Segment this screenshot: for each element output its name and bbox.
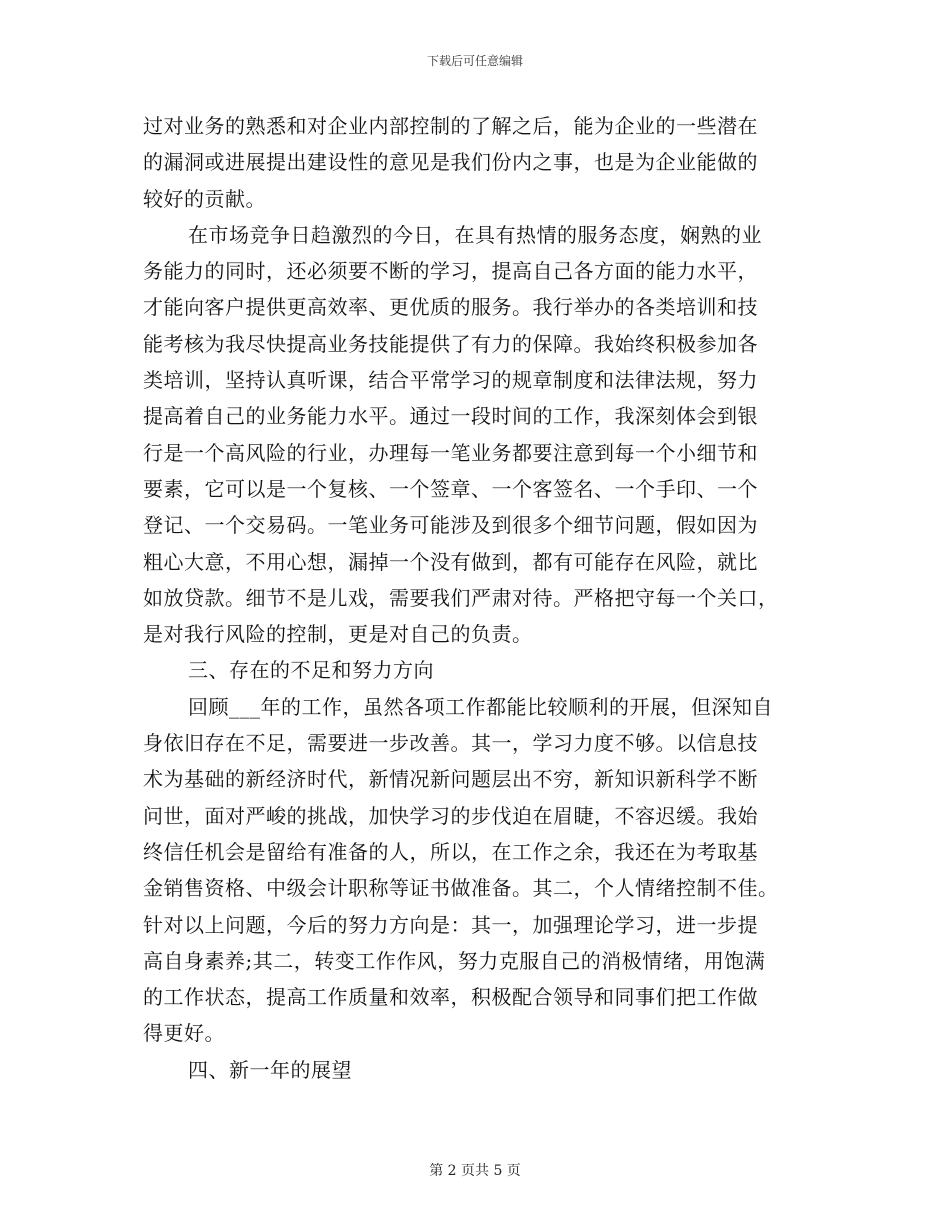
text-line: 得更好。 [143, 1021, 225, 1046]
document-body [143, 108, 808, 1088]
text-line: 的工作状态，提高工作质量和效率，积极配合领导和同事们把工作做 [143, 985, 758, 1010]
text-line: 的漏洞或进展提出建设性的意见是我们份内之事，也是为企业能做的 [143, 150, 758, 175]
text-line: 务能力的同时，还必须要不断的学习，提高自己各方面的能力水平， [143, 259, 758, 284]
text-line: 较好的贡献。 [143, 186, 266, 211]
page-header: 下载后可任意编辑 [426, 54, 523, 68]
text-line: 金销售资格、中级会计职称等证书做准备。其二，个人情绪控制不佳。 [143, 876, 779, 901]
text-line: 回顾___年的工作，虽然各项工作都能比较顺利的开展，但深知自 [188, 694, 773, 719]
text-line: 三、存在的不足和努力方向 [188, 658, 434, 683]
text-line: 问世，面对严峻的挑战，加快学习的步伐迫在眉睫，不容迟缓。我始 [143, 803, 758, 828]
text-line: 粗心大意，不用心想，漏掉一个没有做到，都有可能存在风险，就比 [143, 549, 758, 574]
text-line: 高自身素养;其二，转变工作作风，努力克服自己的消极情绪，用饱满 [143, 948, 766, 973]
text-line: 四、新一年的展望 [188, 1057, 352, 1082]
text-line: 能考核为我尽快提高业务技能提供了有力的保障。我始终积极参加各 [143, 331, 758, 356]
text-line: 是对我行风险的控制，更是对自己的负责。 [143, 622, 533, 647]
text-line: 终信任机会是留给有准备的人，所以，在工作之余，我还在为考取基 [143, 839, 758, 864]
text-line: 类培训，坚持认真听课，结合平常学习的规章制度和法律法规，努力 [143, 368, 758, 393]
text-line: 在市场竞争日趋激烈的今日，在具有热情的服务态度，娴熟的业 [188, 222, 762, 247]
text-line: 如放贷款。细节不是儿戏，需要我们严肃对待。严格把守每一个关口， [143, 585, 779, 610]
text-line: 术为基础的新经济时代，新情况新问题层出不穷，新知识新科学不断 [143, 767, 758, 792]
text-line: 才能向客户提供更高效率、更优质的服务。我行举办的各类培训和技 [143, 295, 758, 320]
text-line: 针对以上问题，今后的努力方向是：其一，加强理论学习，进一步提 [143, 912, 758, 937]
page-footer: 第 2 页共 5 页 [429, 1163, 521, 1179]
text-line: 提高着自己的业务能力水平。通过一段时间的工作，我深刻体会到银 [143, 404, 758, 429]
text-line: 登记、一个交易码。一笔业务可能涉及到很多个细节问题，假如因为 [143, 513, 758, 538]
text-line: 身依旧存在不足，需要进一步改善。其一，学习力度不够。以信息技 [143, 731, 758, 756]
text-line: 行是一个高风险的行业，办理每一笔业务都要注意到每一个小细节和 [143, 440, 758, 465]
text-line: 要素，它可以是一个复核、一个签章、一个客签名、一个手印、一个 [143, 476, 758, 501]
text-line: 过对业务的熟悉和对企业内部控制的了解之后，能为企业的一些潜在 [143, 114, 758, 138]
